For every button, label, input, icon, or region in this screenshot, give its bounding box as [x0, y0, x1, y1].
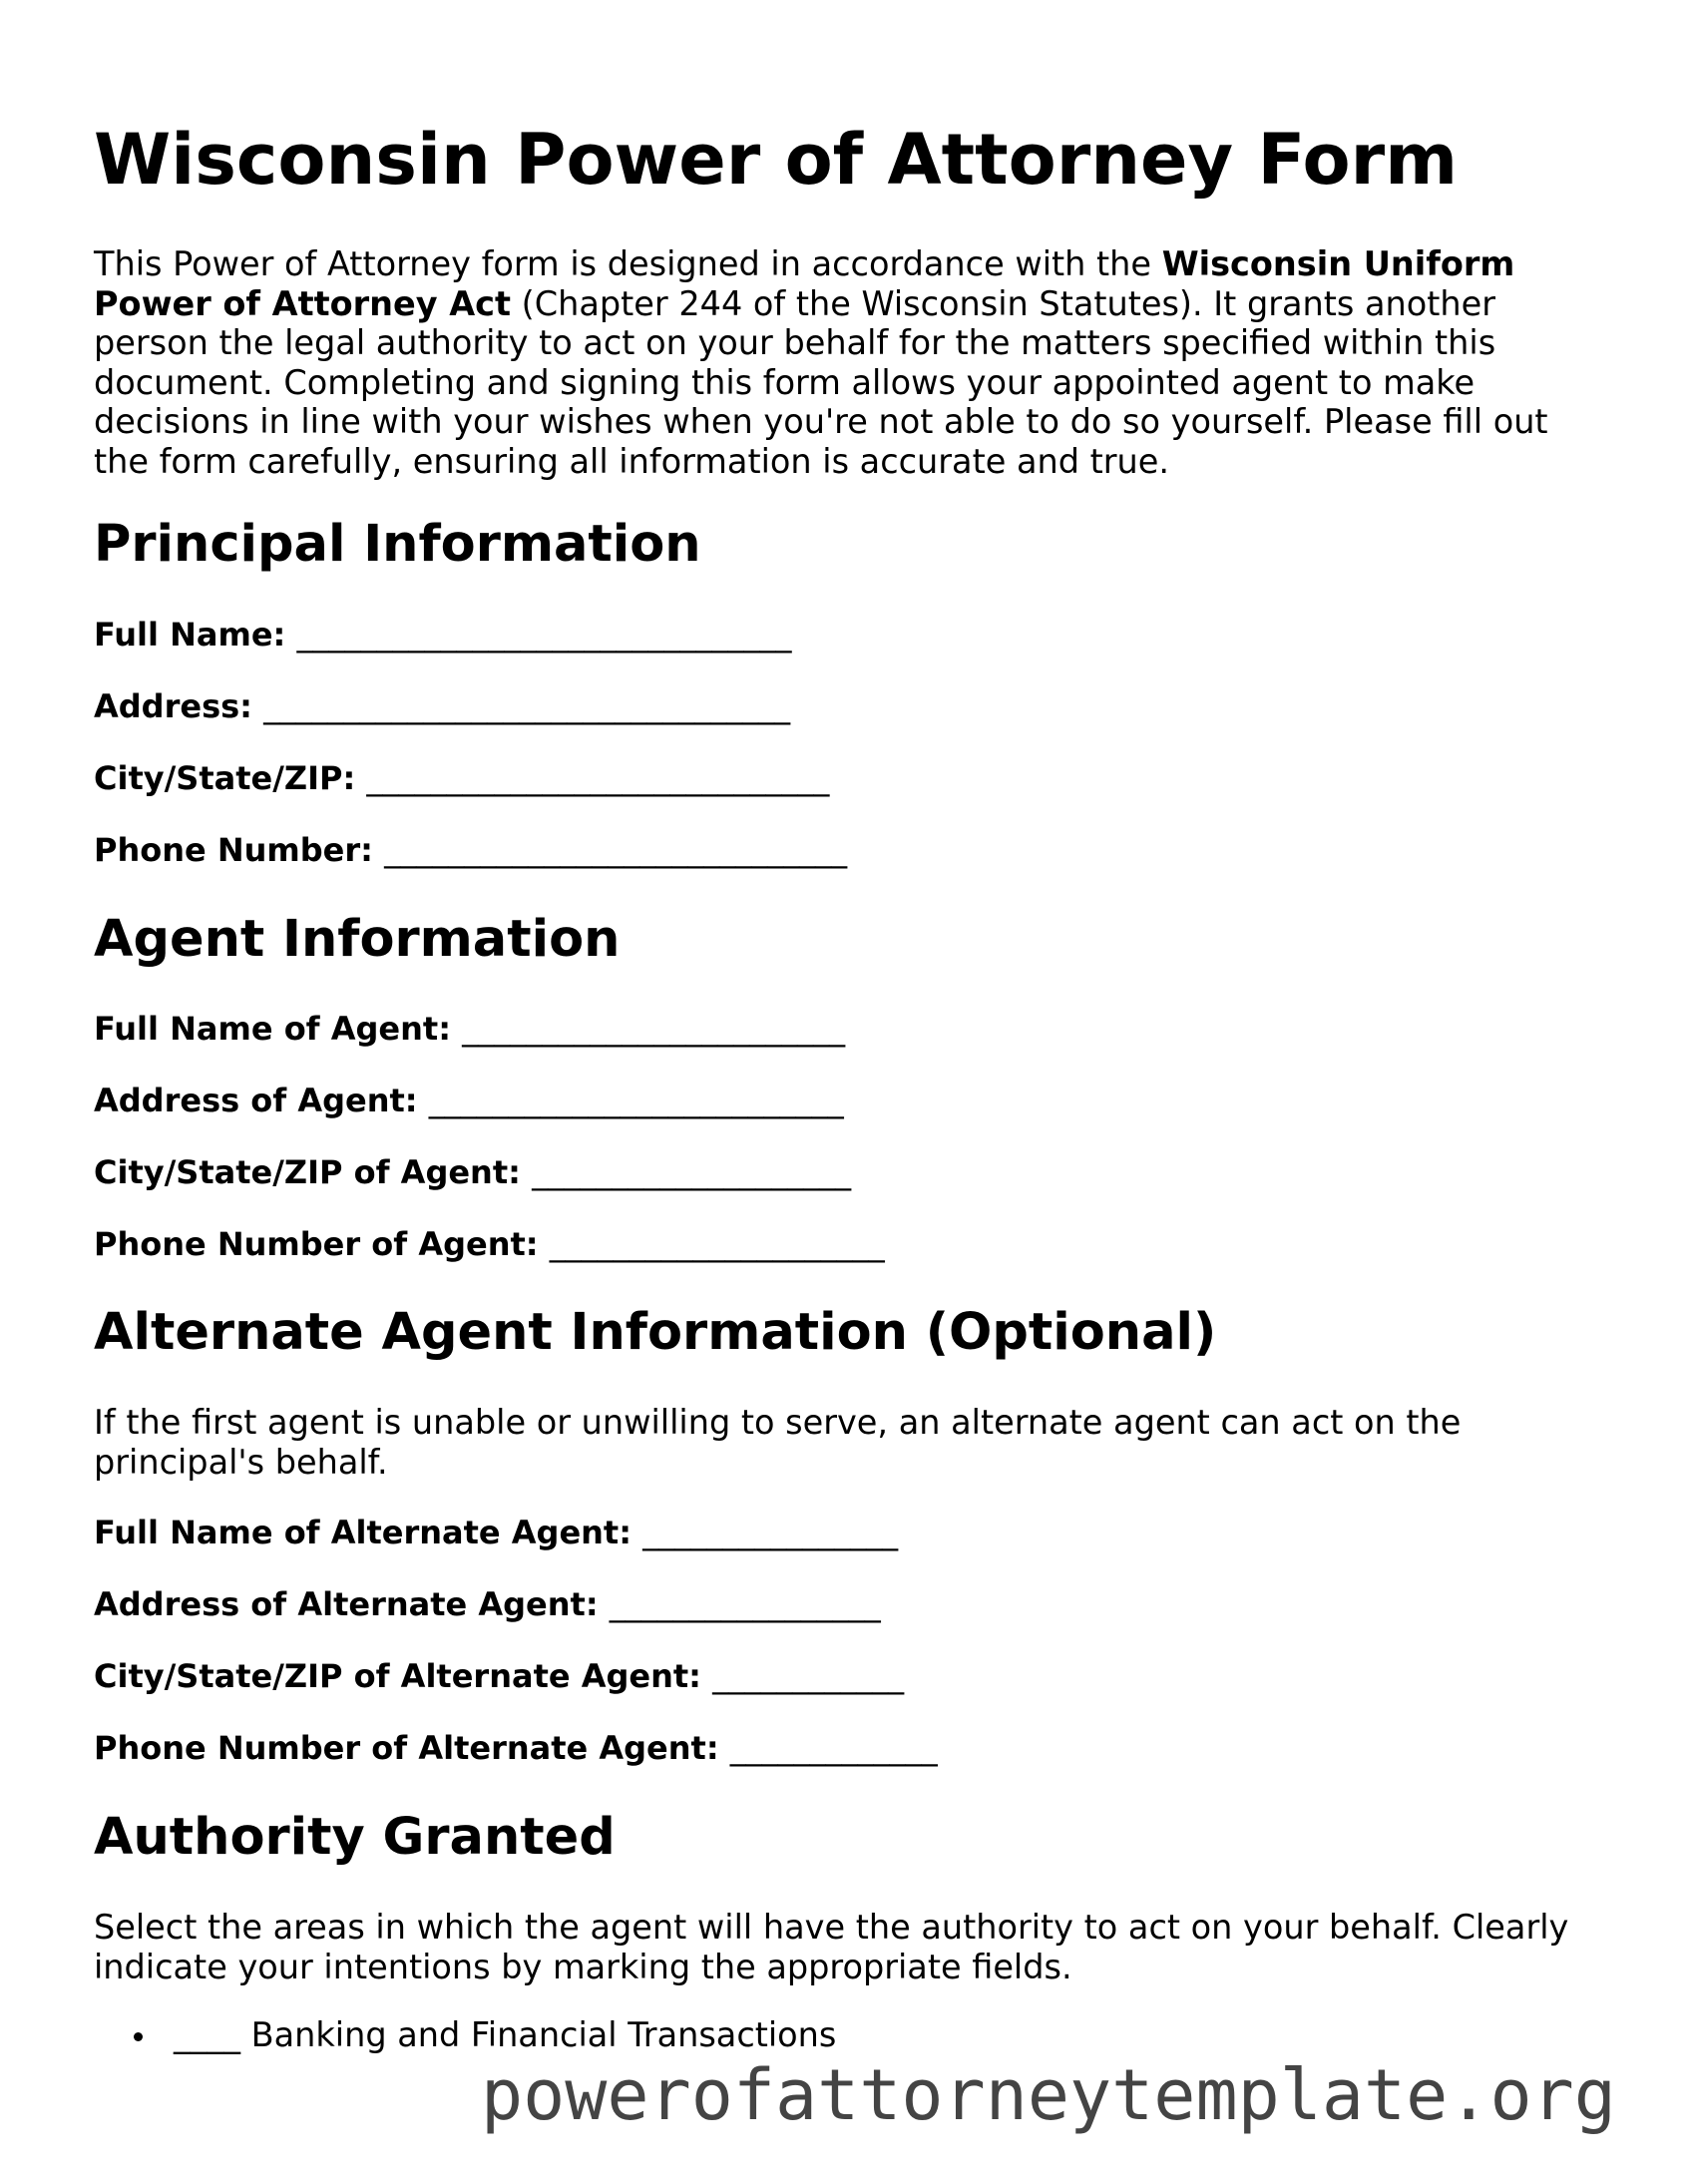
- alternate-agent-city-state-zip-field[interactable]: [94, 1656, 904, 1696]
- field-label: City/State/ZIP of Agent:: [94, 1153, 521, 1191]
- field-label: Phone Number of Agent:: [94, 1225, 539, 1263]
- alternate-agent-phone-field[interactable]: [94, 1728, 938, 1768]
- field-label: Phone Number:: [94, 831, 373, 869]
- field-blank-line[interactable]: _____________: [729, 1729, 938, 1767]
- alternate-agent-description: If the first agent is unable or unwilling to serve, an alternate agent can act on the principal's behalf.: [94, 1403, 1462, 1482]
- alternate-agent-heading: Alternate Agent Information (Optional): [94, 1303, 1217, 1362]
- page-title: Wisconsin Power of Attorney Form: [94, 119, 1459, 201]
- field-label: City/State/ZIP of Alternate Agent:: [94, 1657, 701, 1695]
- intro-act-name: Wisconsin Uniform Power of Attorney Act: [94, 244, 1515, 323]
- bullet-icon: [134, 2032, 143, 2041]
- authority-heading: Authority Granted: [94, 1808, 616, 1867]
- site-watermark: powerofattorneytemplate.org: [481, 2054, 1616, 2136]
- field-label: Address of Alternate Agent:: [94, 1585, 599, 1623]
- field-blank-line[interactable]: _____________________________: [366, 759, 830, 797]
- alternate-agent-full-name-field[interactable]: [94, 1513, 898, 1552]
- intro-text-end: (Chapter 244 of the Wisconsin Statutes). It grants another person the legal authority to act on your behalf for the matters specified within this document. Completing and signing this form allows your appointed agent to make decisions in line with your wishes when you're not able to do so yourself. Please fill out the form carefully, ensuring all information is accurate and true.: [94, 283, 1548, 481]
- field-blank-line[interactable]: ________________________: [462, 1010, 846, 1048]
- authority-description: Select the areas in which the agent will have the authority to act on your behalf. Clearly indicate your intentions by marking the appropriate fields.: [94, 1908, 1569, 1986]
- authority-item-label: Banking and Financial Transactions: [250, 2015, 837, 2054]
- principal-heading: Principal Information: [94, 515, 701, 574]
- field-label: Full Name of Agent:: [94, 1010, 451, 1048]
- field-label: Address:: [94, 687, 252, 725]
- alternate-agent-address-field[interactable]: [94, 1584, 881, 1624]
- field-blank-line[interactable]: __________________________: [428, 1082, 844, 1119]
- field-blank-line[interactable]: _________________: [609, 1585, 881, 1623]
- agent-full-name-field[interactable]: [94, 1009, 845, 1049]
- principal-address-field[interactable]: [94, 686, 790, 726]
- field-label: Phone Number of Alternate Agent:: [94, 1729, 719, 1767]
- field-blank-line[interactable]: _____________________: [549, 1225, 885, 1263]
- intro-text-start: This Power of Attorney form is designed in accordance with the: [94, 244, 1162, 283]
- field-label: Full Name:: [94, 616, 286, 654]
- agent-city-state-zip-field[interactable]: [94, 1152, 851, 1192]
- authority-list: [134, 2015, 836, 2055]
- field-label: Full Name of Alternate Agent:: [94, 1514, 633, 1551]
- field-blank-line[interactable]: ____________________: [532, 1153, 852, 1191]
- field-blank-line[interactable]: ____________: [712, 1657, 905, 1695]
- list-item[interactable]: [134, 2015, 836, 2055]
- checkbox-blank[interactable]: ____: [174, 2015, 240, 2054]
- agent-phone-field[interactable]: [94, 1224, 885, 1264]
- field-label: City/State/ZIP:: [94, 759, 356, 797]
- field-blank-line[interactable]: _____________________________: [384, 831, 848, 869]
- field-blank-line[interactable]: _______________________________: [296, 616, 792, 654]
- principal-phone-field[interactable]: [94, 830, 847, 870]
- intro-paragraph: [94, 244, 1610, 481]
- field-blank-line[interactable]: ________________: [642, 1514, 899, 1551]
- agent-heading: Agent Information: [94, 910, 621, 969]
- field-label: Address of Agent:: [94, 1082, 418, 1119]
- principal-full-name-field[interactable]: [94, 615, 791, 655]
- agent-address-field[interactable]: [94, 1081, 844, 1120]
- principal-city-state-zip-field[interactable]: [94, 758, 829, 798]
- field-blank-line[interactable]: _________________________________: [263, 687, 791, 725]
